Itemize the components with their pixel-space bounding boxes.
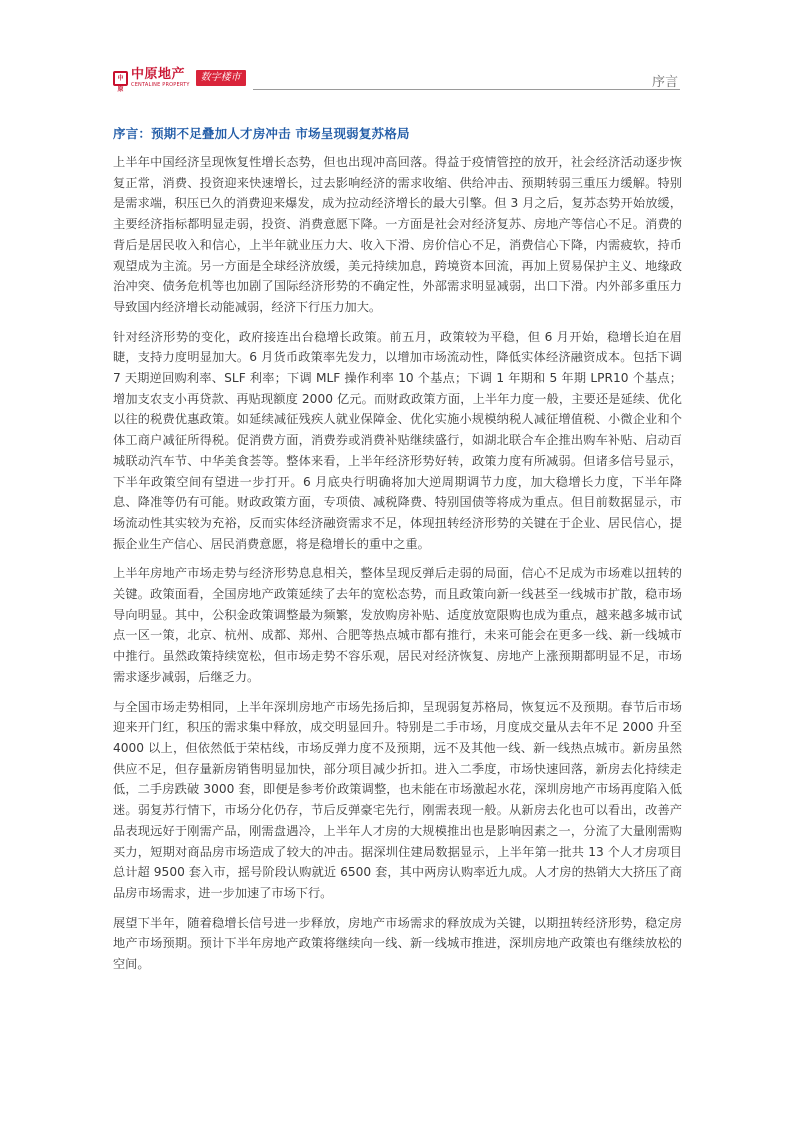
- paragraph: 上半年中国经济呈现恢复性增长态势，但也出现冲高回落。得益于疫情管控的放开，社会经济活动逐步恢复正常，消费、投资迎来快速增长，过去影响经济的需求收缩、供给冲击、预期转弱三重压力缓解。特别是需求端，积压已久的消费迎来爆发，成为拉动经济增长的最大引擎。但 3 月之后，复苏态势开始放缓，主要经济指标都明显走弱，投资、消费意愿下降。一方面是社会对经济复苏、房地产等信心不足。消费的背后是居民收入和信心，上半年就业压力大、收入下滑、房价信心不足，消费信心下降，内需疲软，持币观望成为主流。另一方面是全球经济放缓，美元持续加息，跨境资本回流，再加上贸易保护主义、地缘政治冲突、债务危机等也加剧了国际经济形势的不确定性，外部需求明显减弱，出口下滑。内外部多重压力导致国内经济增长动能减弱，经济下行压力加大。: [113, 155, 682, 314]
- page-header: [113, 64, 680, 94]
- centaline-logo: [113, 68, 246, 92]
- section-label: 序言: [651, 75, 678, 90]
- paragraph: 针对经济形势的变化，政府接连出台稳增长政策。前五月，政策较为平稳，但 6 月开始，稳增长迫在眉睫，支持力度明显加大。6 月货币政策率先发力，以增加市场流动性，降低实体经济融资成本。包括下调 7 天期逆回购利率、SLF 利率；下调 MLF 操作利率 10 个基点；下调 1 年期和 5 年期 LPR10 个基点；增加支农支小再贷款、再贴现额度 2000 亿元。而财政政策方面，上半年力度一般，主要还是延续、优化以往的税费优惠政策。如延续减征残疾人就业保障金、优化实施小规模纳税人减征增值税、小微企业和个体工商户减征所得税。促消费方面，消费券或消费补贴继续盛行，如湖北联合车企推出购车补贴、启动百城联动汽车节、中华美食荟等。整体来看，上半年经济形势好转，政策力度有所减弱。但诸多信号显示，下半年政策空间有望进一步打开。6 月底央行明确将加大逆周期调节力度，加大稳增长力度，下半年降息、降准等仍有可能。财政政策方面，专项债、减税降费、特别国债等将成为重点。但目前数据显示，市场流动性其实较为充裕，反而实体经济融资需求不足，体现扭转经济形势的关键在于企业、居民信心，提振企业生产信心、居民消费意愿，将是稳增长的重中之重。: [113, 329, 682, 551]
- body-text: [113, 152, 682, 984]
- page-title: 序言：预期不足叠加人才房冲击 市场呈现弱复苏格局: [113, 126, 410, 141]
- paragraph: 与全国市场走势相同，上半年深圳房地产市场先扬后抑，呈现弱复苏格局，恢复远不及预期。春节后市场迎来开门红，积压的需求集中释放，成交明显回升。特别是二手市场，月度成交量从去年不足 2000 升至 4000 以上，但依然低于荣枯线，市场反弹力度不及预期，远不及其他一线、新一线热点城市。新房虽然供应不足，但存量新房销售明显加快，部分项目减少折扣。进入二季度，市场快速回落，新房去化持续走低，二手房跌破 3000 套，即便是参考价政策调整，也未能在市场激起水花，深圳房地产市场再度陷入低迷。弱复苏行情下，市场分化仍存，节后反弹豪宅先行，刚需表现一般。从新房去化也可以看出，改善产品表现远好于刚需产品，刚需盘遇冷，上半年人才房的大规模推出也是影响因素之一，分流了大量刚需购买力，短期对商品房市场造成了较大的冲击。据深圳住建局数据显示，上半年第一批共 13 个人才房项目总计超 9500 套入市，摇号阶段认购就近 6500 套，其中两房认购率近九成。人才房的热销大大挤压了商品房市场需求，进一步加速了市场下行。: [113, 699, 682, 900]
- centaline-logo-icon: 中原: [113, 71, 128, 86]
- logo-badge: 数字楼市: [196, 70, 246, 86]
- header-divider: [253, 89, 680, 90]
- paragraph: 展望下半年，随着稳增长信号进一步释放，房地产市场需求的释放成为关键，以期扭转经济形势，稳定房地产市场预期。预计下半年房地产政策将继续向一线、新一线城市推进，深圳房地产政策也有继续放松的空间。: [113, 915, 682, 972]
- logo-wordmark: [131, 68, 190, 89]
- logo-chinese-name: 中原地产: [131, 67, 186, 82]
- logo-english-name: CENTALINE PROPERTY: [131, 82, 190, 88]
- paragraph: 上半年房地产市场走势与经济形势息息相关，整体呈现反弹后走弱的局面，信心不足成为市场难以扭转的关键。政策面看，全国房地产政策延续了去年的宽松态势，而且政策向新一线甚至一线城市扩散，稳市场导向明显。其中，公积金政策调整最为频繁，发放购房补贴、适度放宽限购也成为重点，越来越多城市试点一区一策，北京、杭州、成都、郑州、合肥等热点城市都有推行，未来可能会在更多一线、新一线城市中推行。虽然政策持续宽松，但市场走势不容乐观，居民对经济恢复、房地产上涨预期都明显不足，市场需求逐步减弱，后继乏力。: [113, 566, 682, 684]
